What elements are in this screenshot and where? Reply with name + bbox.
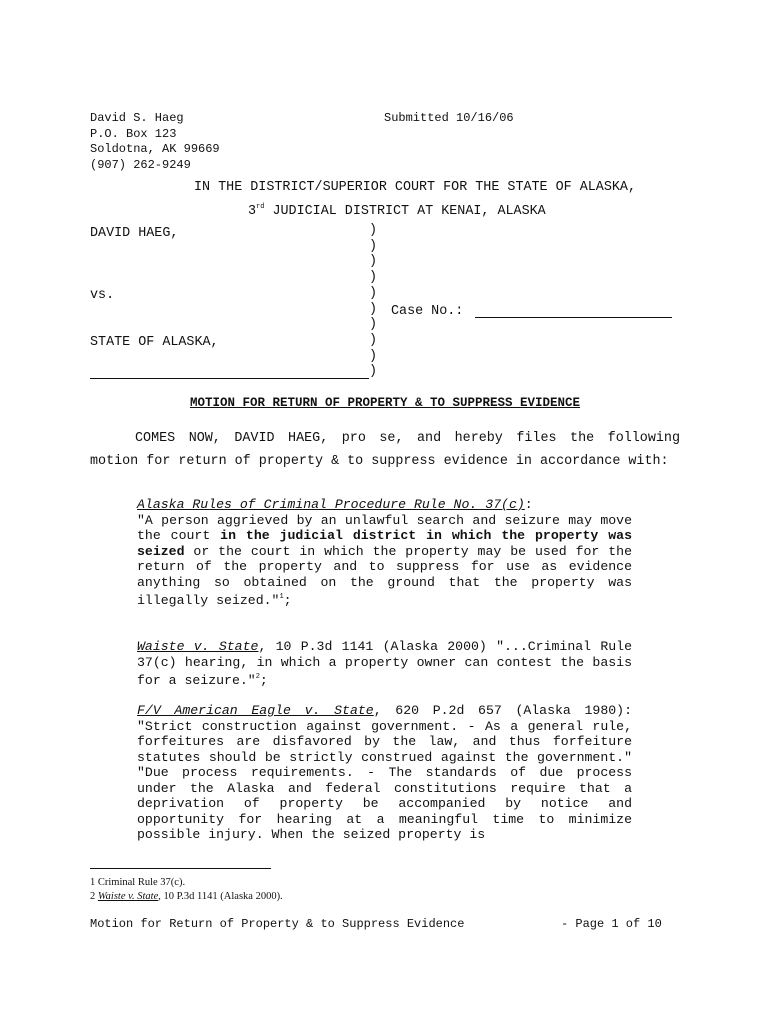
author-phone: (907) 262-9249: [90, 157, 191, 172]
citation-rule-37c: Alaska Rules of Criminal Procedure Rule No. 37(c): "A person aggrieved by an unlawful search and seizure may move the court in the judicial district in which the property was seized or the court in which the property may be used for the return of the property and to suppress for use as evidence anything so obtained on the ground that the property was illegally seized."$^1$;: [137, 497, 632, 608]
district-ordinal: rd: [256, 203, 265, 211]
court-heading-line2: [248, 203, 546, 219]
district-text: JUDICIAL DISTRICT AT KENAI, ALASKA: [264, 204, 546, 219]
citation-title: F/V American Eagle v. State: [137, 703, 374, 718]
footnote-separator: [90, 868, 271, 869]
paren: ): [369, 317, 378, 333]
footnote-2: 2 Waiste v. State, 10 P.3d 1141 (Alaska 2000).: [90, 891, 283, 902]
citation-title: Alaska Rules of Criminal Procedure Rule No. 37(c): [137, 497, 525, 512]
paren: ): [369, 270, 378, 286]
author-address-block: [90, 111, 220, 173]
case-number-blank: [475, 317, 672, 318]
paren: ): [369, 254, 378, 270]
caption-underline: [90, 378, 369, 379]
footnotes: [90, 876, 283, 904]
author-name: David S. Haeg: [90, 111, 184, 125]
page-footer-title: Motion for Return of Property & to Suppress Evidence: [90, 917, 465, 931]
plaintiff-name: DAVID HAEG,: [90, 226, 179, 241]
versus-label: vs.: [90, 288, 115, 303]
footnote-ref: 2: [255, 673, 260, 681]
paren: ): [369, 285, 378, 301]
defendant-name: STATE OF ALASKA,: [90, 335, 219, 350]
footnote-1: 1 Criminal Rule 37(c).: [90, 877, 186, 888]
citation-title: Waiste v. State: [137, 639, 259, 654]
case-number-label: Case No.:: [391, 304, 464, 319]
citation-waiste: Waiste v. State, 10 P.3d 1141 (Alaska 2000) "...Criminal Rule 37(c) hearing, in which a property owner can contest the basis for a seizure."$^2$;: [137, 639, 632, 688]
paren: ): [369, 301, 378, 317]
court-heading-line1: IN THE DISTRICT/SUPERIOR COURT FOR THE STATE OF ALASKA,: [194, 180, 636, 195]
caption-parentheses: [369, 223, 377, 380]
intro-text: COMES NOW, DAVID HAEG, pro se, and hereby files the following motion for return of property & to suppress evidence in accordance with:: [90, 431, 680, 469]
paren: ): [369, 332, 378, 348]
paren: ): [369, 348, 378, 364]
motion-title: MOTION FOR RETURN OF PROPERTY & TO SUPPRESS EVIDENCE: [189, 396, 581, 410]
intro-paragraph: [90, 427, 680, 473]
district-number: 3: [248, 204, 257, 219]
paren: ): [369, 238, 378, 254]
page-number: - Page 1 of 10: [561, 917, 662, 931]
author-city: Soldotna, AK 99669: [90, 142, 220, 156]
paren: ): [369, 364, 378, 380]
emphasized-text: in the judicial district in which the property was seized: [137, 528, 632, 559]
author-po-box: P.O. Box 123: [90, 126, 177, 141]
submitted-date: Submitted 10/16/06: [384, 111, 514, 125]
paren: ): [369, 223, 378, 238]
citation-american-eagle: F/V American Eagle v. State, 620 P.2d 657 (Alaska 1980): "Strict construction against government. - As a general rule, forfeitures are disfavored by the law, and thus forfeiture statutes should be strictly construed against the government." "Due process requirements. - The standards of due process under the Alaska and federal constitutions require that a deprivation of property be accompanied by notice and opportunity for hearing at a meaningful time to minimize possible injury. When the seized property is: [137, 703, 632, 842]
footnote-ref: 1: [279, 593, 284, 601]
